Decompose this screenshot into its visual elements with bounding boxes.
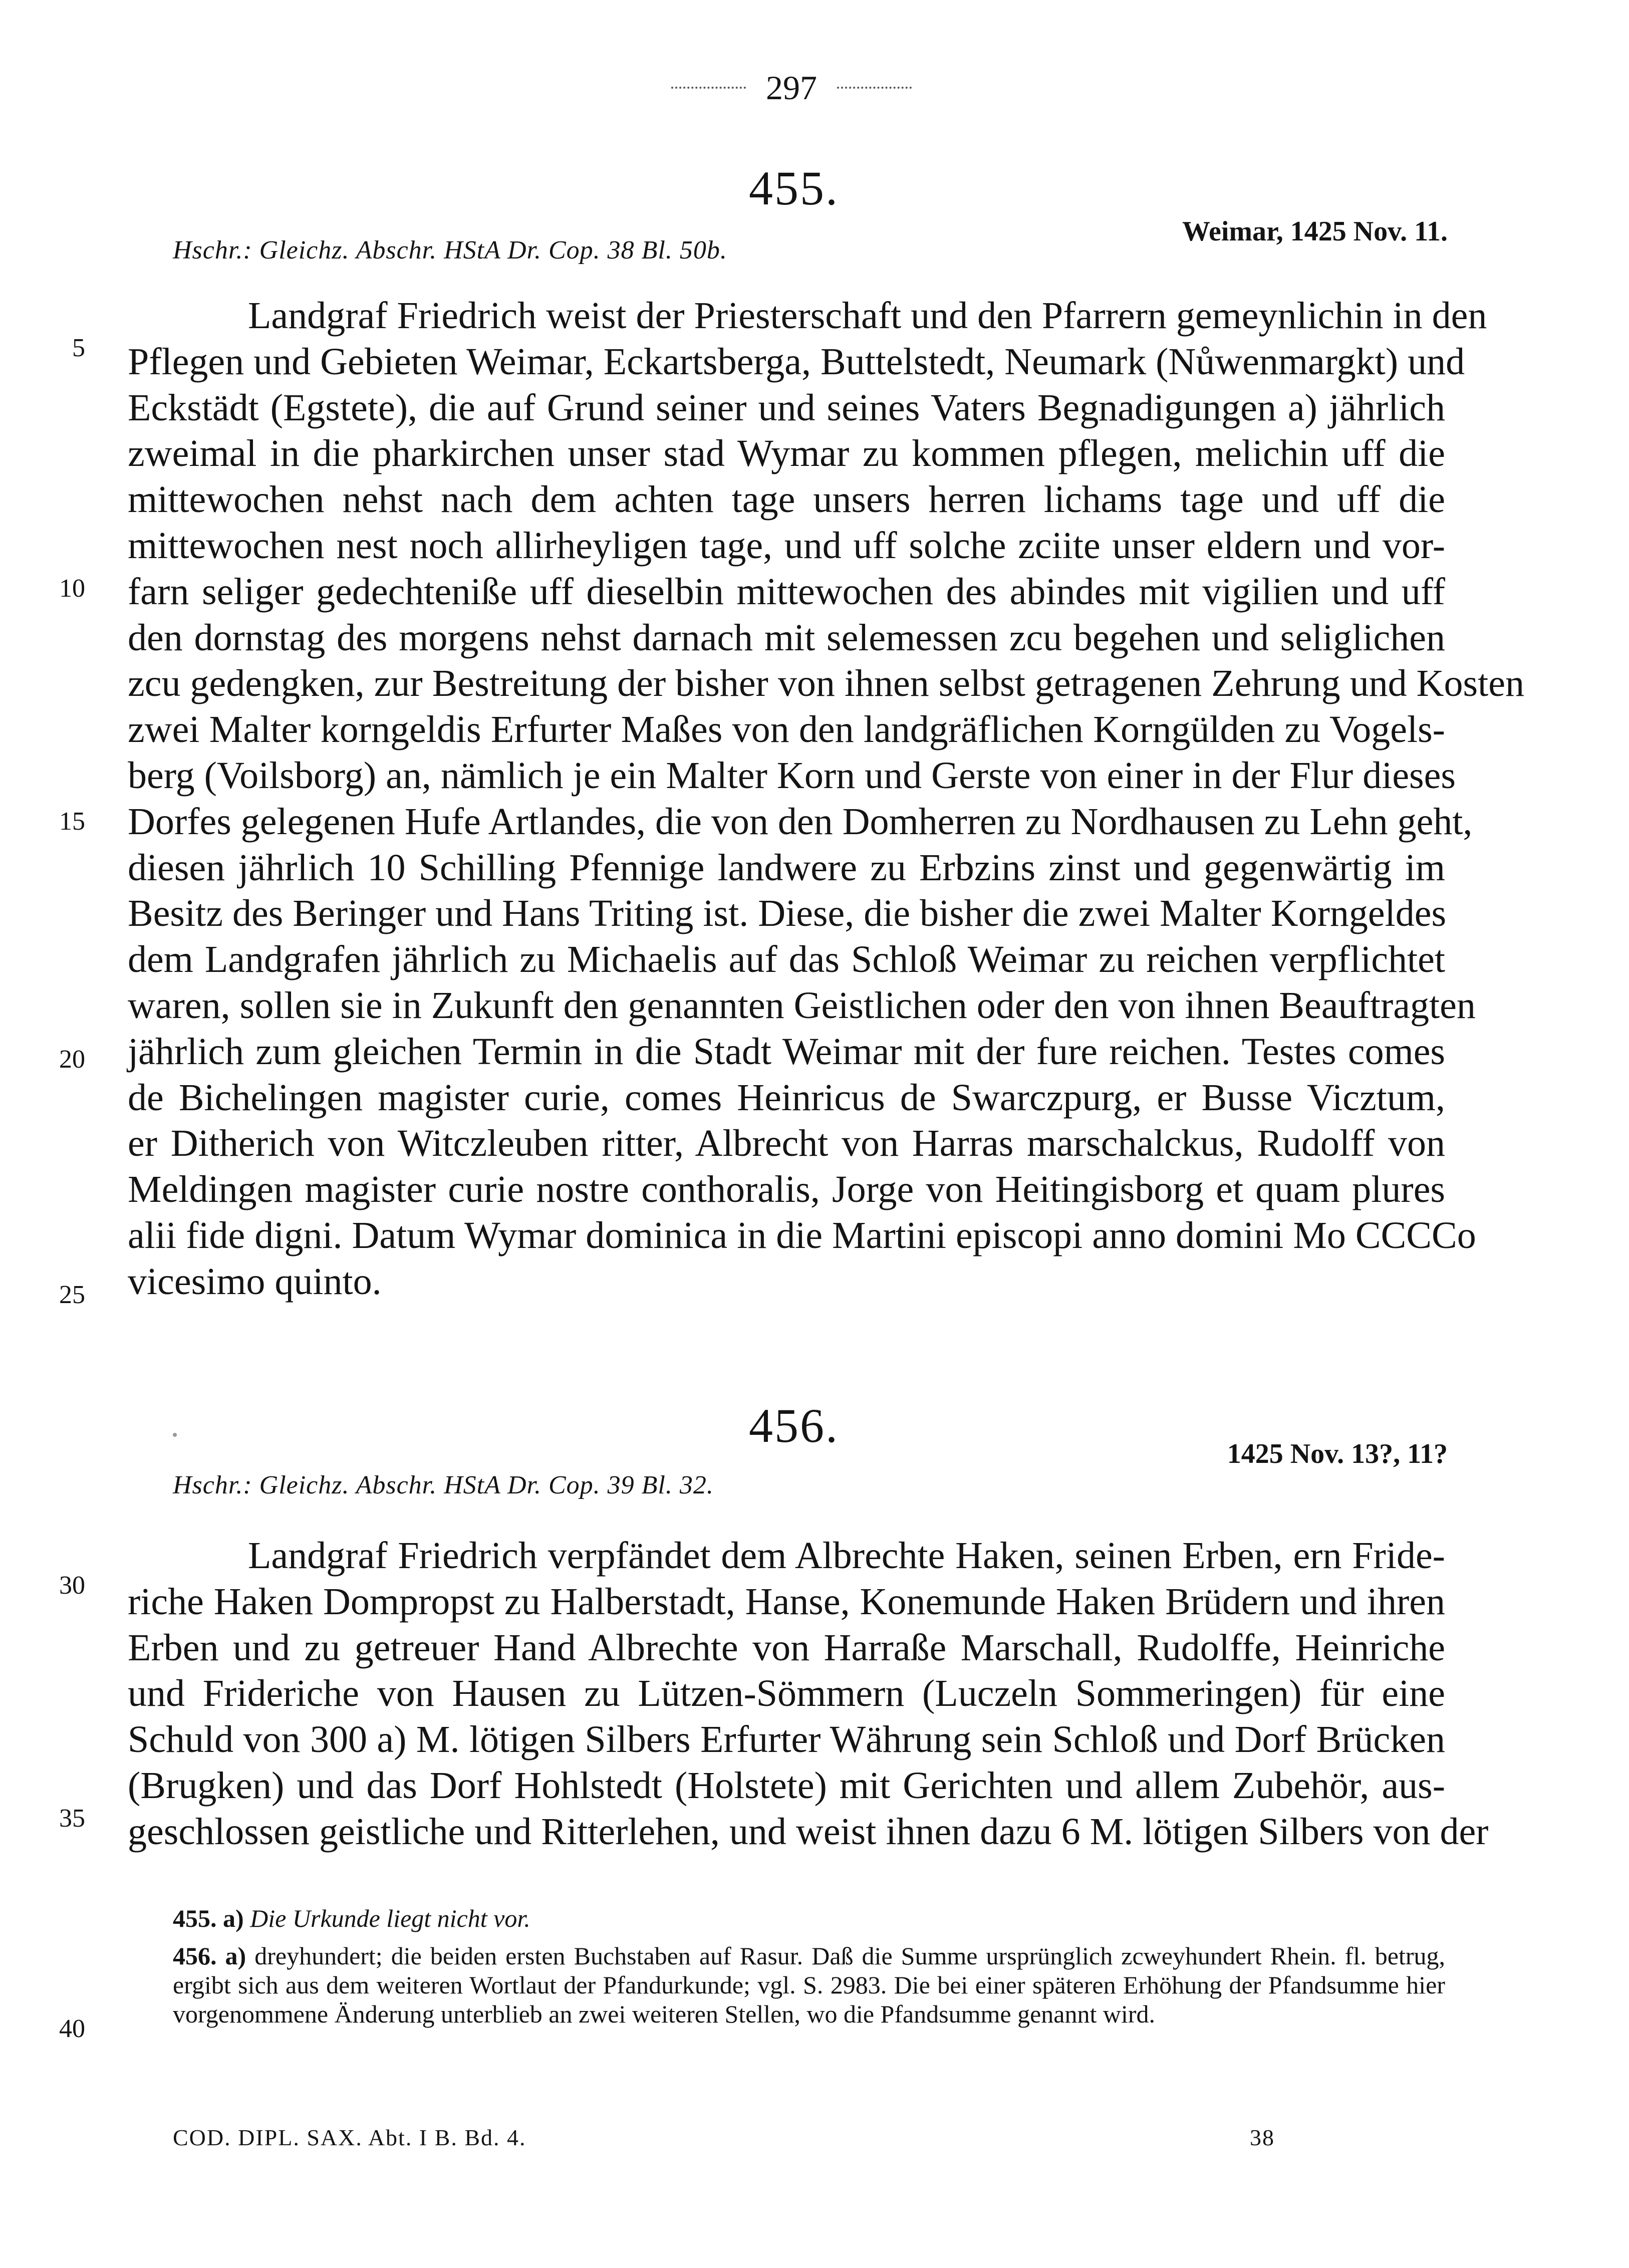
text-line: vicesimo quinto. [128, 1260, 382, 1303]
footnote-text: dreyhundert; die beiden ersten Buchstaben auf Rasur. Daß die Summe ursprünglich zcweyhundert Rhein. fl. betrug, ergibt sich aus dem weiteren Wortlaut der Pfandurkunde; vgl. S. 2983. Die bei einer späteren Erhöhung der Pfandsumme hier vorgenommene Änderung unterblieb an zwei weiteren Stellen, wo die Pfandsumme genannt wird. [173, 1942, 1445, 2028]
text-line: dem Landgrafen jährlich zu Michaelis auf das Schloß Weimar zu reichen verpflichtet [128, 938, 1445, 981]
text-line: de Bichelingen magister curie, comes Heinricus de Swarczpurg, er Busse Vicztum, [128, 1076, 1445, 1119]
footnote-456a [173, 1941, 1445, 2029]
footer-sheet-number: 38 [1250, 2125, 1275, 2150]
text-line: und Frideriche von Hausen zu Lützen-Sömmern (Luczeln Sommeringen) für eine [128, 1672, 1445, 1715]
text-line: zweimal in die pharkirchen unser stad Wymar zu kommen pflegen, melichin uff die [128, 432, 1445, 475]
text-line: Schuld von 300 a) M. lötigen Silbers Erfurter Währung sein Schloß und Dorf Brücken [128, 1718, 1445, 1761]
line-number: 5 [72, 334, 85, 362]
text-line: den dornstag des morgens nehst darnach mit selemessen zcu begehen und seliglichen [128, 616, 1445, 659]
line-number: 20 [59, 1045, 85, 1074]
footnote-text: Die Urkunde liegt nicht vor. [250, 1904, 530, 1932]
text-line: mittewochen nehst nach dem achten tage unsers herren lichams tage und uff die [128, 478, 1445, 521]
text-line: farn seliger gedechteniße uff dieselbin mittewochen des abindes mit vigilien und uff [128, 570, 1445, 613]
text-line: mittewochen nest noch allirheyligen tage, und uff solche zciite unser eldern und vor- [128, 524, 1445, 567]
text-line: Dorfes gelegenen Hufe Artlandes, die von den Domherren zu Nordhausen zu Lehn geht, [128, 800, 1473, 843]
footnote-label: 455. a) [173, 1904, 244, 1932]
source-note-456: Hschr.: Gleichz. Abschr. HStA Dr. Cop. 39 Bl. 32. [173, 1471, 714, 1499]
footer-series: COD. DIPL. SAX. Abt. I B. Bd. 4. [173, 2125, 526, 2150]
text-line: Meldingen magister curie nostre conthoralis, Jorge von Heitingisborg et quam plures [128, 1168, 1445, 1211]
regest-text-455 [128, 293, 1524, 1305]
line-number: 35 [59, 1804, 85, 1833]
date-line-456: 1425 Nov. 13?, 11? [1227, 1438, 1448, 1469]
page-number: 297 [766, 68, 817, 107]
footnote-label: 456. a) [173, 1942, 246, 1970]
line-number: 15 [59, 807, 85, 836]
header-rule-left [671, 87, 746, 89]
regest-text-456 [128, 1533, 1489, 1855]
text-line: riche Haken Dompropst zu Halberstadt, Hanse, Konemunde Haken Brüdern und ihren [128, 1580, 1445, 1623]
header-rule-right [837, 87, 912, 89]
scan-speck [173, 1433, 177, 1437]
text-line: zcu gedengken, zur Bestreitung der bisher von ihnen selbst getragenen Zehrung und Kosten [128, 662, 1524, 705]
line-number: 40 [59, 2014, 85, 2043]
text-line: diesen jährlich 10 Schilling Pfennige landwere zu Erbzins zinst und gegenwärtig im [128, 846, 1445, 889]
text-line: Besitz des Beringer und Hans Triting ist. Diese, die bisher die zwei Malter Korngeldes [128, 892, 1447, 935]
line-number: 30 [59, 1571, 85, 1600]
line-number: 10 [59, 574, 85, 603]
text-line: Erben und zu getreuer Hand Albrechte von Harraße Marschall, Rudolffe, Heinriche [128, 1626, 1445, 1669]
text-line: alii fide digni. Datum Wymar dominica in die Martini episcopi anno domini Mo CCCCo [128, 1214, 1476, 1256]
line-number: 25 [59, 1281, 85, 1309]
text-line: zwei Malter korngeldis Erfurter Maßes von den landgräflichen Korngülden zu Vogels- [128, 708, 1445, 751]
text-line: waren, sollen sie in Zukunft den genannten Geistlichen oder den von ihnen Beauftragten [128, 984, 1476, 1027]
text-line: Pflegen und Gebieten Weimar, Eckartsberga, Buttelstedt, Neumark (Nůwenmargkt) und [128, 340, 1465, 383]
footnote-455a [173, 1904, 1445, 1933]
text-line: berg (Voilsborg) an, nämlich je ein Malter Korn und Gerste von einer in der Flur dieses [128, 754, 1456, 797]
text-line: (Brugken) und das Dorf Hohlstedt (Holstete) mit Gerichten und allem Zubehör, aus- [128, 1764, 1445, 1807]
source-note-455: Hschr.: Gleichz. Abschr. HStA Dr. Cop. 38 Bl. 50b. [173, 236, 727, 265]
text-line: Landgraf Friedrich verpfändet dem Albrechte Haken, seinen Erben, ern Fride- [248, 1535, 1445, 1577]
date-line-455: Weimar, 1425 Nov. 11. [1182, 216, 1448, 247]
text-line: Eckstädt (Egstete), die auf Grund seiner und seines Vaters Begnadigungen a) jährlich [128, 386, 1445, 429]
document-number-455: 455. [749, 161, 839, 215]
page-number-header [651, 60, 932, 115]
text-line: jährlich zum gleichen Termin in die Stadt Weimar mit der fure reichen. Testes comes [128, 1030, 1445, 1073]
document-number-456: 456. [749, 1399, 839, 1452]
text-line: Landgraf Friedrich weist der Priesterschaft und den Pfarrern gemeynlichin in den [248, 295, 1487, 337]
text-line: er Ditherich von Witczleuben ritter, Albrecht von Harras marschalckus, Rudolff von [128, 1122, 1445, 1165]
text-line: geschlossen geistliche und Ritterlehen, und weist ihnen dazu 6 M. lötigen Silbers von der [128, 1810, 1489, 1853]
